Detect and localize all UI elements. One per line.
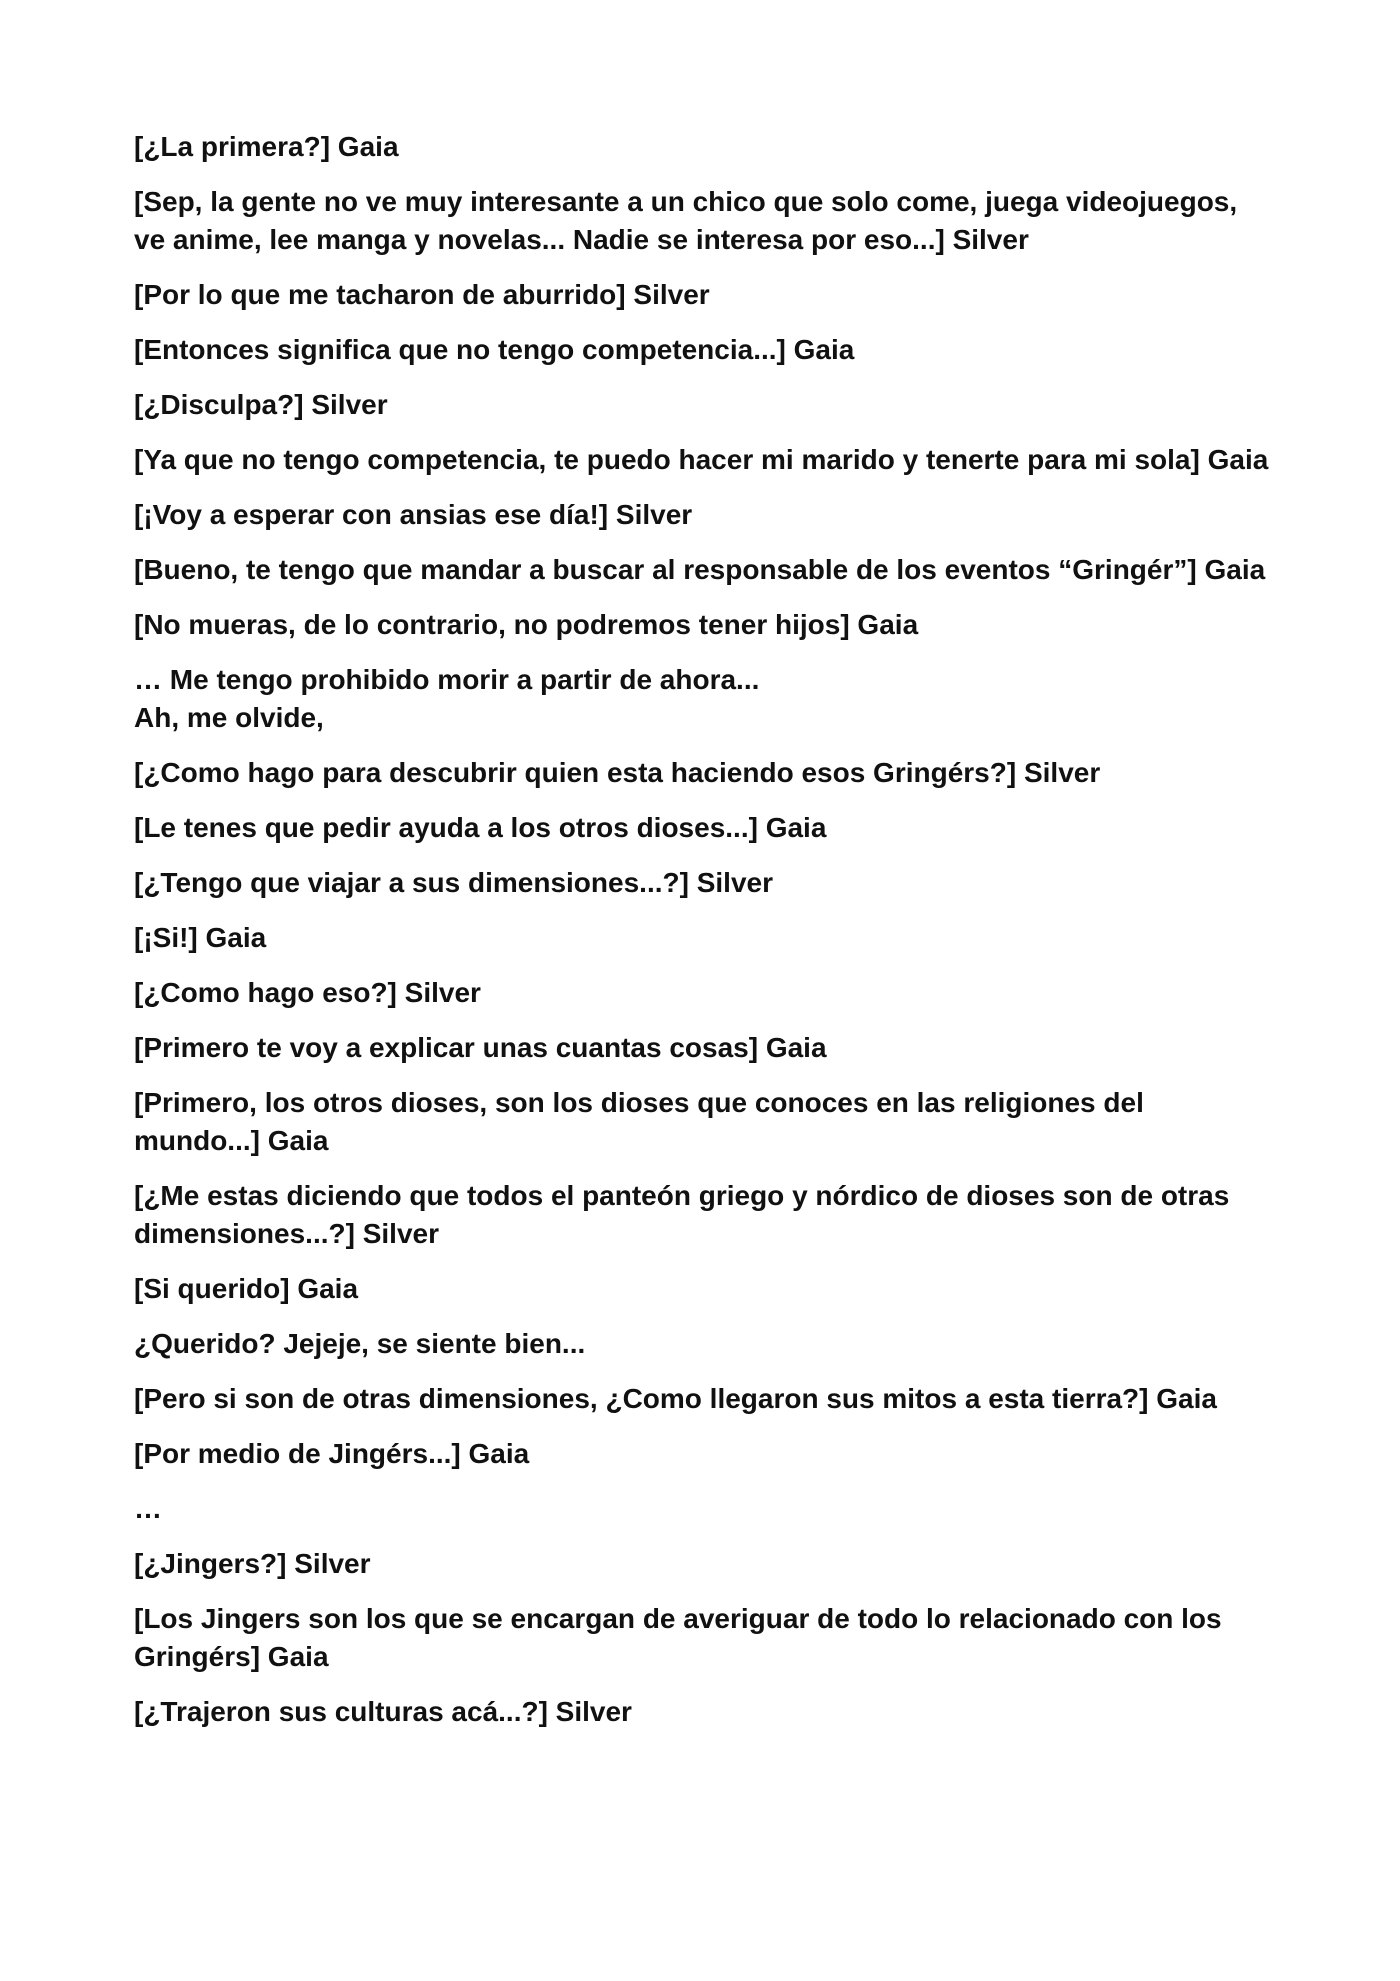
dialogue-line: [Sep, la gente no ve muy interesante a un chico que solo come, juega videojuegos, ve anime, lee manga y novelas... Nadie se interesa por eso...] Silver [134,186,1238,255]
dialogue-line: [Entonces significa que no tengo competencia...] Gaia [134,334,855,365]
dialogue-line: [Pero si son de otras dimensiones, ¿Como llegaron sus mitos a esta tierra?] Gaia [134,1383,1217,1414]
dialogue-line: [¿Como hago eso?] Silver [134,977,481,1008]
dialogue-line: [Por medio de Jingérs...] Gaia [134,1438,530,1469]
dialogue-line: [¿Me estas diciendo que todos el panteón griego y nórdico de dioses son de otras dimensiones...?] Silver [134,1180,1230,1249]
dialogue-line: [Los Jingers son los que se encargan de averiguar de todo lo relacionado con los Gringérs] Gaia [134,1603,1222,1672]
dialogue-line: [Primero, los otros dioses, son los dioses que conoces en las religiones del mundo...] Gaia [134,1087,1144,1156]
dialogue-line: [¡Si!] Gaia [134,922,267,953]
narration-line: … [134,1493,162,1524]
dialogue-line: [No mueras, de lo contrario, no podremos tener hijos] Gaia [134,609,919,640]
dialogue-line: [¿La primera?] Gaia [134,131,399,162]
dialogue-line: [Le tenes que pedir ayuda a los otros dioses...] Gaia [134,812,827,843]
dialogue-line: [¿Jingers?] Silver [134,1548,371,1579]
dialogue-line: [¿Tengo que viajar a sus dimensiones...?] Silver [134,867,773,898]
dialogue-line: [Bueno, te tengo que mandar a buscar al responsable de los eventos “Gringér”] Gaia [134,554,1266,585]
dialogue-line: [¡Voy a esperar con ansias ese día!] Silver [134,499,693,530]
narration-line: … Me tengo prohibido morir a partir de ahora... [134,664,760,695]
document-page [134,128,1274,1748]
dialogue-line: [¿Disculpa?] Silver [134,389,388,420]
dialogue-line: [¿Como hago para descubrir quien esta haciendo esos Gringérs?] Silver [134,757,1101,788]
narration-line: ¿Querido? Jejeje, se siente bien... [134,1328,586,1359]
dialogue-line: [Por lo que me tacharon de aburrido] Silver [134,279,710,310]
dialogue-line: [Ya que no tengo competencia, te puedo hacer mi marido y tenerte para mi sola] Gaia [134,444,1269,475]
dialogue-line: [Si querido] Gaia [134,1273,359,1304]
dialogue-line: [¿Trajeron sus culturas acá...?] Silver [134,1696,632,1727]
dialogue-line: [Primero te voy a explicar unas cuantas cosas] Gaia [134,1032,827,1063]
narration-line: Ah, me olvide, [134,702,324,733]
